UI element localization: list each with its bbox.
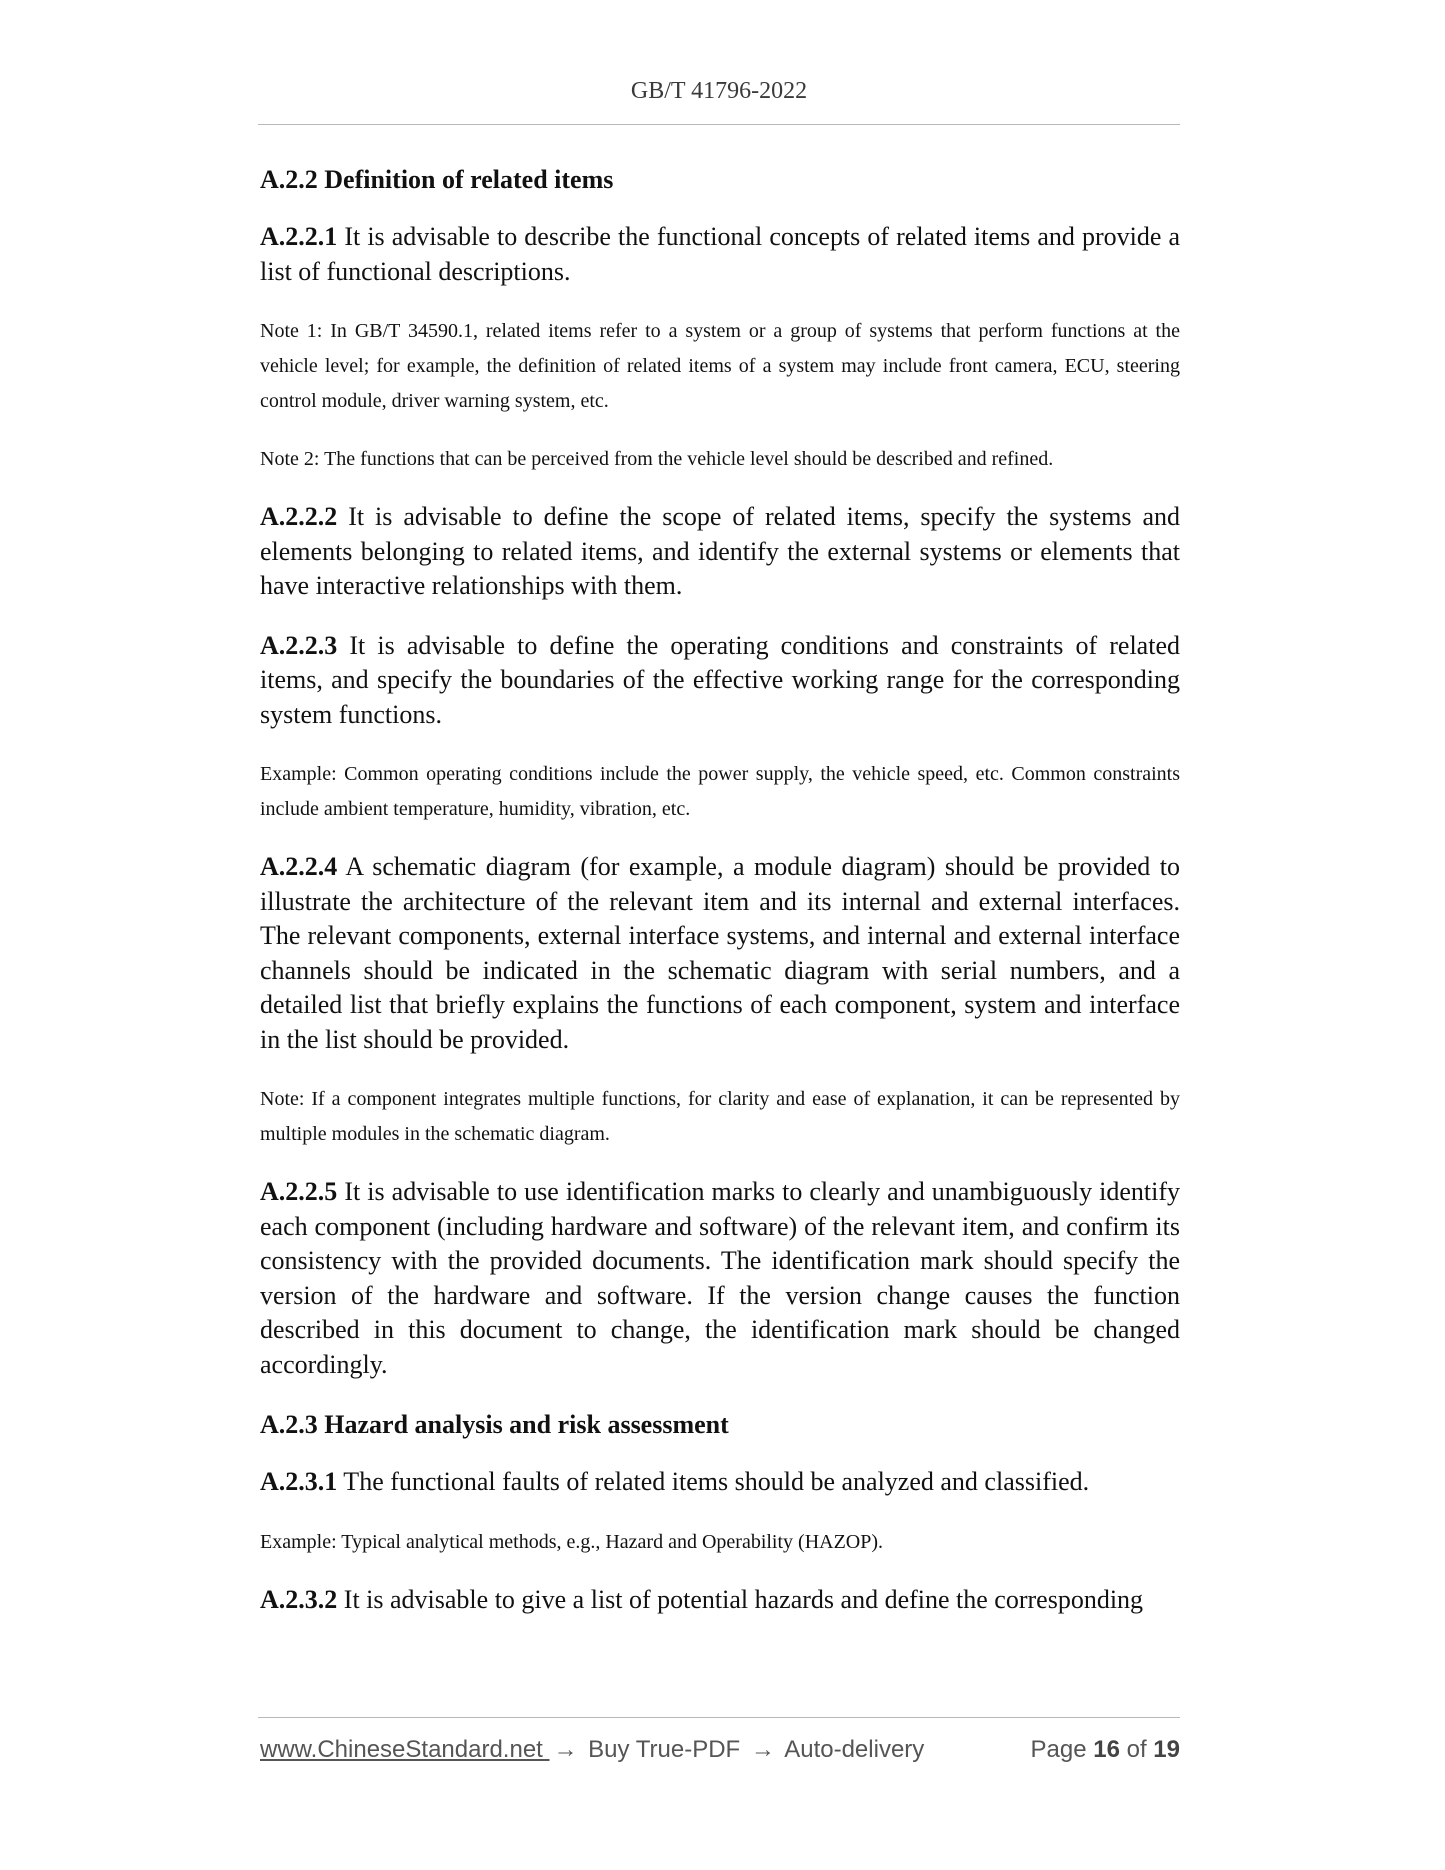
footer-divider [258,1717,1180,1718]
clause-a2223 [260,629,1180,733]
clause-number: A.2.2.1 [260,222,338,251]
total-pages: 19 [1153,1736,1180,1763]
clause-a2225 [260,1175,1180,1382]
clause-text: A schematic diagram (for example, a module diagram) should be provided to illustrate the architecture of the relevant item and its internal and external interfaces. The relevant components, external interface systems, and internal and external interface channels should be indicated in the schematic diagram with serial numbers, and a detailed list that briefly explains the functions of each component, system and interface in the list should be provided. [260,852,1180,1054]
website-link[interactable]: www.ChineseStandard.net [260,1736,550,1763]
clause-text: It is advisable to describe the functional concepts of related items and provide a list of functional descriptions. [260,222,1180,286]
header-divider [258,124,1180,125]
note-2: Note 2: The functions that can be perceived from the vehicle level should be described and refined. [260,448,1054,470]
clause-a2222 [260,500,1180,604]
clause-number: A.2.2.5 [260,1177,338,1206]
arrow-right-icon: → [750,1736,775,1763]
page-counter [1031,1736,1181,1764]
current-page: 16 [1093,1736,1120,1763]
delivery-text: Auto-delivery [778,1736,925,1763]
footer-promo [260,1736,924,1764]
of-word: of [1126,1736,1147,1763]
page-word: Page [1030,1736,1087,1763]
example-2: Example: Typical analytical methods, e.g., Hazard and Operability (HAZOP). [260,1530,884,1553]
clause-a2231 [260,1465,1180,1500]
clause-text: The functional faults of related items should be analyzed and classified. [337,1467,1090,1496]
clause-a2224 [260,850,1180,1057]
clause-number: A.2.2.2 [260,502,338,531]
document-header: GB/T 41796-2022 [630,78,808,104]
arrow-right-icon: → [553,1736,578,1763]
clause-number: A.2.3.2 [260,1584,338,1614]
clause-text: It is advisable to define the operating conditions and constraints of related items, and specify the boundaries of the effective working range for the corresponding system functions. [260,630,1180,729]
note-3: Note: If a component integrates multiple functions, for clarity and ease of explanation, it can be represented by multiple modules in the schematic diagram. [260,1088,1180,1145]
clause-a2232 [260,1583,1180,1618]
clause-number: A.2.3.1 [260,1467,338,1496]
clause-number: A.2.2.4 [260,852,338,881]
clause-number: A.2.2.3 [260,630,338,660]
clause-text: It is advisable to define the scope of related items, specify the systems and elements belonging to related items, and identify the external systems or elements that have interactive relationships with them. [260,502,1180,600]
buy-text: Buy True-PDF [581,1736,747,1763]
section-heading-a223: A.2.3 Hazard analysis and risk assessment [260,1410,729,1439]
section-heading-a222: A.2.2 Definition of related items [260,165,614,194]
document-body [260,162,1180,1642]
note-1: Note 1: In GB/T 34590.1, related items refer to a system or a group of systems that perform functions at the vehicle level; for example, the definition of related items of a system may include front camera, ECU, steering control module, driver warning system, etc. [260,320,1180,412]
clause-text: It is advisable to give a list of potential hazards and define the corresponding [337,1584,1144,1614]
example-1: Example: Common operating conditions include the power supply, the vehicle speed, etc. Common constraints include ambient temperature, humidity, vibration, etc. [260,763,1180,820]
clause-a2221 [260,220,1180,289]
clause-text: It is advisable to use identification marks to clearly and unambiguously identify each component (including hardware and software) of the relevant item, and confirm its consistency with the provided documents. The identification mark should specify the version of the hardware and software. If the version change causes the function described in this document to change, the identification mark should be changed accordingly. [260,1177,1180,1379]
